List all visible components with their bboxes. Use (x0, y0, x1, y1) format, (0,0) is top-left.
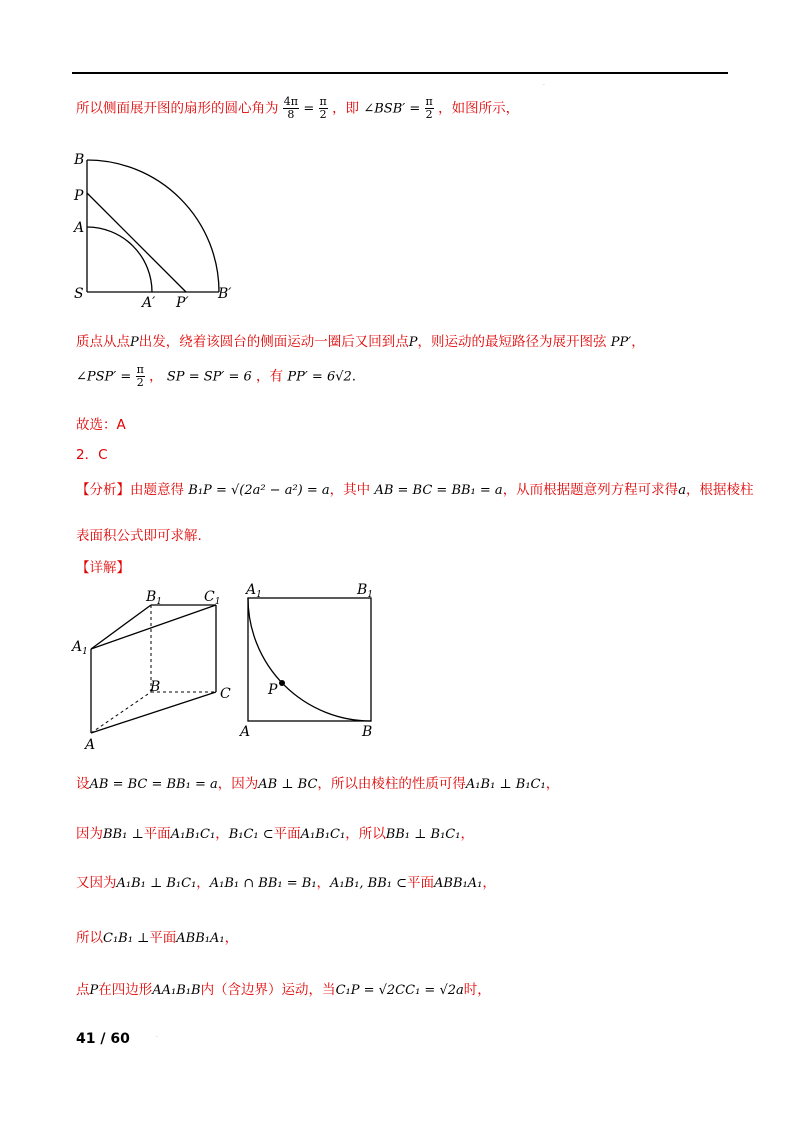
line1-suffix: ，如图所示， (438, 100, 520, 117)
label-C-base: C (220, 686, 231, 702)
header-dot: · (543, 82, 545, 89)
page-number: 41 / 60 (76, 1031, 130, 1047)
inner-arc (87, 227, 152, 292)
answer-line: 故选：A (76, 417, 126, 433)
chord-pp (87, 193, 186, 292)
b1p-equation: B₁P = √(2a² − a²) = a (188, 483, 330, 498)
label-A-sq: A (240, 724, 251, 740)
angle-bsb: ∠BSB′ = (363, 101, 421, 117)
equals-sign: = (303, 101, 315, 117)
label-B1-sq: $B_1$ (357, 582, 374, 600)
solution-line-3: 又因为A₁B₁ ⊥ B₁C₁，A₁B₁ ∩ BB₁ = B₁，A₁B₁, BB₁ ⊂平面ABB₁A₁， (76, 875, 496, 891)
label-A-base: A (85, 737, 96, 753)
label-B-prime: B′ (218, 286, 232, 302)
label-C1: $C_1$ (204, 589, 221, 607)
ab-equation: AB = BC = BB₁ = a (374, 483, 503, 498)
label-S: S (74, 286, 84, 302)
analysis-line-2: 表面积公式即可求解. (76, 528, 202, 544)
analysis-line-1: 【分析】由题意得 B₁P = √(2a² − a²) = a，其中 AB = BC = BB₁ = a，从而根据题意列方程可求得a，根据棱柱 (76, 482, 754, 498)
quarter-arc (248, 598, 371, 721)
line1-mid: ，即 (332, 100, 360, 117)
label-B-sq: B (362, 724, 373, 740)
fraction-pi-2-b: $\frac{\pi}{2}$ (425, 95, 433, 121)
sector-figure (70, 150, 240, 310)
outer-arc (87, 160, 219, 292)
sp-equation: SP = SP′ = 6 (166, 369, 252, 385)
square-arc-figure (236, 580, 386, 740)
analysis-tag: 【分析】 (76, 482, 130, 498)
solution-line-1: 设AB = BC = BB₁ = a，因为AB ⊥ BC，所以由棱柱的性质可得A₁B₁ ⊥ B₁C₁， (76, 776, 560, 792)
text-line-1 (76, 96, 519, 121)
label-A: A (74, 220, 85, 236)
label-P: P (74, 188, 84, 204)
header-rule (72, 72, 728, 74)
detail-tag: 【详解】 (76, 560, 130, 576)
label-B: B (74, 152, 85, 168)
question-2-header: 2．C (76, 447, 108, 463)
text-line-3: ∠PSP′ = $\frac{\pi}{2}$ ， SP = SP′ = 6 ，有 PP′ = 6√2. (76, 363, 357, 389)
fraction-pi-2: $\frac{\pi}{2}$ (319, 95, 327, 121)
chord-label: PP′ (610, 335, 632, 350)
line1-prefix: 所以侧面展开图的扇形的圆心角为 (76, 100, 279, 117)
label-P-sq: P (268, 682, 278, 698)
label-B1: $B_1$ (146, 589, 163, 607)
label-B-base: B (150, 679, 161, 695)
prism-figure (70, 585, 240, 755)
label-A-prime: A′ (142, 295, 156, 310)
point-P (279, 680, 285, 686)
label-P-prime: P′ (176, 295, 189, 310)
label-A1: $A_1$ (72, 639, 88, 657)
angle-psp: ∠PSP′ = (76, 369, 132, 385)
fraction-4pi-8: $\frac{4\pi}{8}$ (283, 95, 299, 121)
solution-line-4: 所以C₁B₁ ⊥平面ABB₁A₁， (76, 930, 239, 946)
solution-line-5: 点P在四边形AA₁B₁B内（含边界）运动，当C₁P = √2CC₁ = √2a时， (76, 982, 491, 998)
solution-line-2: 因为BB₁ ⊥平面A₁B₁C₁，B₁C₁ ⊂平面A₁B₁C₁，所以BB₁ ⊥ B₁C₁， (76, 826, 474, 842)
footer-dot: · (156, 1034, 158, 1041)
text-line-2: 质点从点P出发，绕着该圆台的侧面运动一圈后又回到点P，则运动的最短路径为展开图弦 PP′， (76, 334, 645, 350)
pp-equation: PP′ = 6√2 (287, 369, 352, 385)
label-A1-sq: $A_1$ (246, 582, 262, 600)
fraction-pi-2-c: $\frac{\pi}{2}$ (136, 363, 144, 389)
